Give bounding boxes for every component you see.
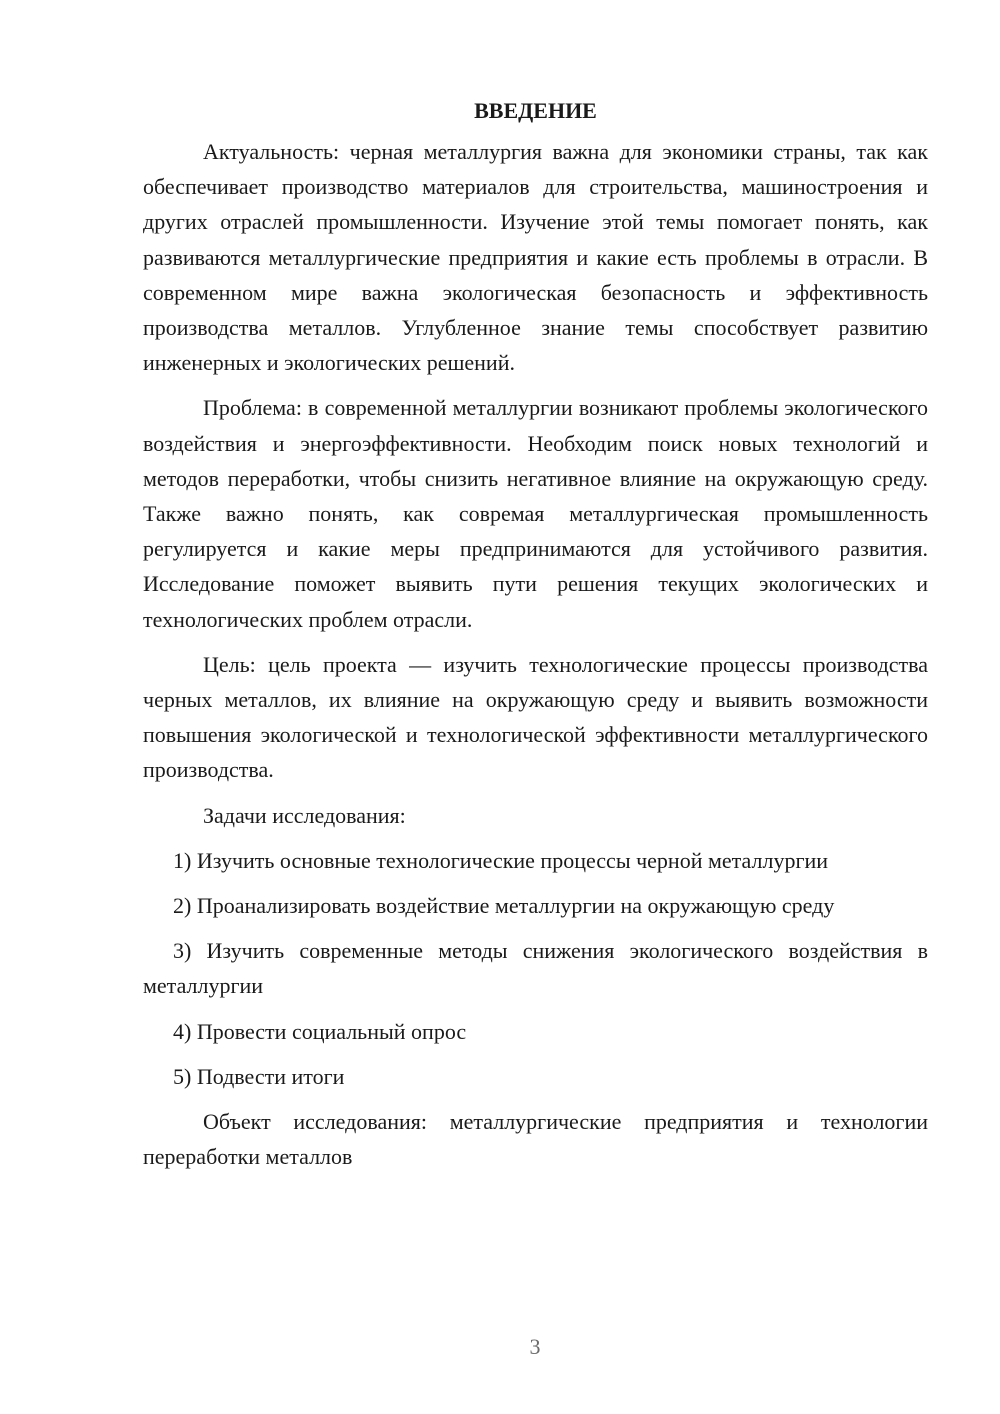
page-number: 3: [529, 1334, 541, 1359]
task-item-1: 1) Изучить основные технологические процессы черной металлургии: [173, 847, 829, 873]
task-item-2: 2) Проанализировать воздействие металлургии на окружающую среду: [173, 893, 835, 919]
tasks-heading: Задачи исследования:: [203, 802, 406, 828]
task-item-4: 4) Провести социальный опрос: [173, 1018, 467, 1044]
paragraph-goal: Цель: цель проекта — изучить технологические процессы производства черных металлов, их влияние на окружающую среду и выявить возможности повышения экологической и технологической эффективности металлургического производства.: [143, 651, 928, 783]
page-content: [143, 93, 928, 1184]
paragraph-problem: Проблема: в современной металлургии возникают проблемы экологического воздействия и энергоэффективности. Необходим поиск новых технологий и методов переработки, чтобы снизить негативное влияние на окружающую среду. Также важно понять, как совремая металлургическая промышленность регулируется и какие меры предпринимаются для устойчивого развития. Исследование поможет выявить пути решения текущих экологических и технологических проблем отрасли.: [143, 395, 928, 632]
task-item-5: 5) Подвести итоги: [173, 1063, 345, 1089]
paragraph-relevance: Актуальность: черная металлургия важна для экономики страны, так как обеспечивает производство материалов для строительства, машиностроения и других отраслей промышленности. Изучение этой темы помогает понять, как развиваются металлургические предприятия и какие есть проблемы в отрасли. В современном мире важна экологическая безопасность и эффективность производства металлов. Углубленное знание темы способствует развитию инженерных и экологических решений.: [143, 139, 928, 376]
paragraph-object: Объект исследования: металлургические предприятия и технологии переработки металлов: [143, 1109, 928, 1170]
section-title: ВВЕДЕНИЕ: [474, 98, 597, 123]
task-item-3: 3) Изучить современные методы снижения экологического воздействия в металлургии: [143, 938, 928, 999]
